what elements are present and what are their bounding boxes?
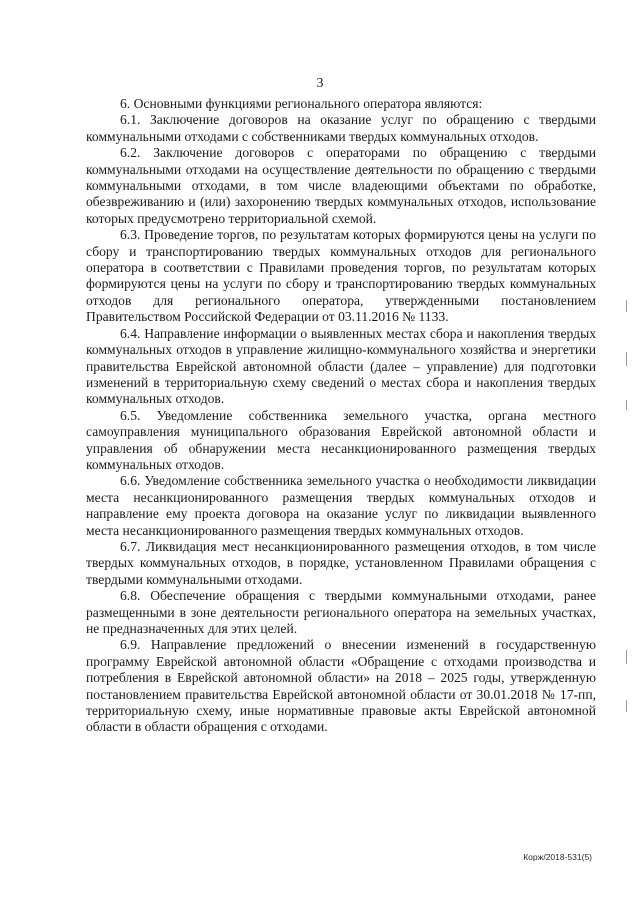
scan-mark — [626, 700, 627, 712]
paragraph-6-6: 6.6. Уведомление собственника земельного участка о необходимости ликвидации места несанкционированного размещения твердых коммунальных отходов и направление ему проекта договора на оказание услуг по ликвидации выявленного места несанкционированного размещения твердых коммунальных отходов. — [86, 473, 596, 538]
scan-mark — [626, 352, 627, 366]
scan-mark — [626, 400, 627, 410]
paragraph-6-2: 6.2. Заключение договоров с операторами по обращению с твердыми коммунальными отходами на осуществление деятельности по обращению с твердыми коммунальными отходами, в том числе владеющими объектами по обработке, обезвреживанию и (или) захоронению твердых коммунальных отходов, использование которых предусмотрено территориальной схемой. — [86, 145, 596, 226]
paragraph-6-1: 6.1. Заключение договоров на оказание услуг по обращению с твердыми коммунальными отходами с собственниками твердых коммунальных отходов. — [86, 112, 596, 144]
document-body — [86, 96, 596, 736]
scan-mark — [626, 300, 627, 312]
paragraph-6-8: 6.8. Обеспечение обращения с твердыми коммунальными отходами, ранее размещенными в зоне деятельности регионального оператора на земельных участках, не предназначенных для этих целей. — [86, 588, 596, 636]
paragraph-6-3: 6.3. Проведение торгов, по результатам которых формируются цены на услуги по сбору и транспортированию твердых коммунальных отходов для регионального оператора в соответствии с Правилами проведения торгов, по результатам которых формируются цены на услуги по сбору и транспортированию твердых коммунальных отходов для регионального оператора, утвержденными постановлением Правительством Российской Федерации от 03.11.2016 № 1133. — [86, 227, 596, 325]
scan-mark — [626, 650, 627, 664]
paragraph-6-7: 6.7. Ликвидация мест несанкционированного размещения отходов, в том числе твердых коммунальных отходов, в порядке, установленном Правилами обращения с твердыми коммунальными отходами. — [86, 538, 596, 587]
footer-code: Корж/2018-531(5) — [523, 852, 592, 862]
section-heading: 6. Основными функциями регионального оператора являются: — [120, 96, 483, 111]
paragraph-6-4: 6.4. Направление информации о выявленных местах сбора и накопления твердых коммунальных отходов в управление жилищно-коммунального хозяйства и энергетики правительства Еврейской автономной области (далее – управление) для подготовки изменений в территориальную схему сведений о местах сбора и накопления твердых коммунальных отходов. — [86, 325, 596, 407]
page-number: 3 — [316, 76, 324, 91]
paragraph-6-9: 6.9. Направление предложений о внесении изменений в государственную программу Еврейской автономной области «Обращение с отходами производства и потребления в Еврейской автономной области» на 2018 – 2025 годы, утвержденную постановлением правительства Еврейской автономной области от 30.01.2018 № 17-пп, территориальную схему, иные нормативные правовые акты Еврейской автономной области в области обращения с отходами. — [86, 637, 596, 735]
paragraph-6-5: 6.5. Уведомление собственника земельного участка, органа местного самоуправления муниципального образования Еврейской автономной области и управления об обнаружении места несанкционированного размещения твердых коммунальных отходов. — [86, 407, 596, 472]
